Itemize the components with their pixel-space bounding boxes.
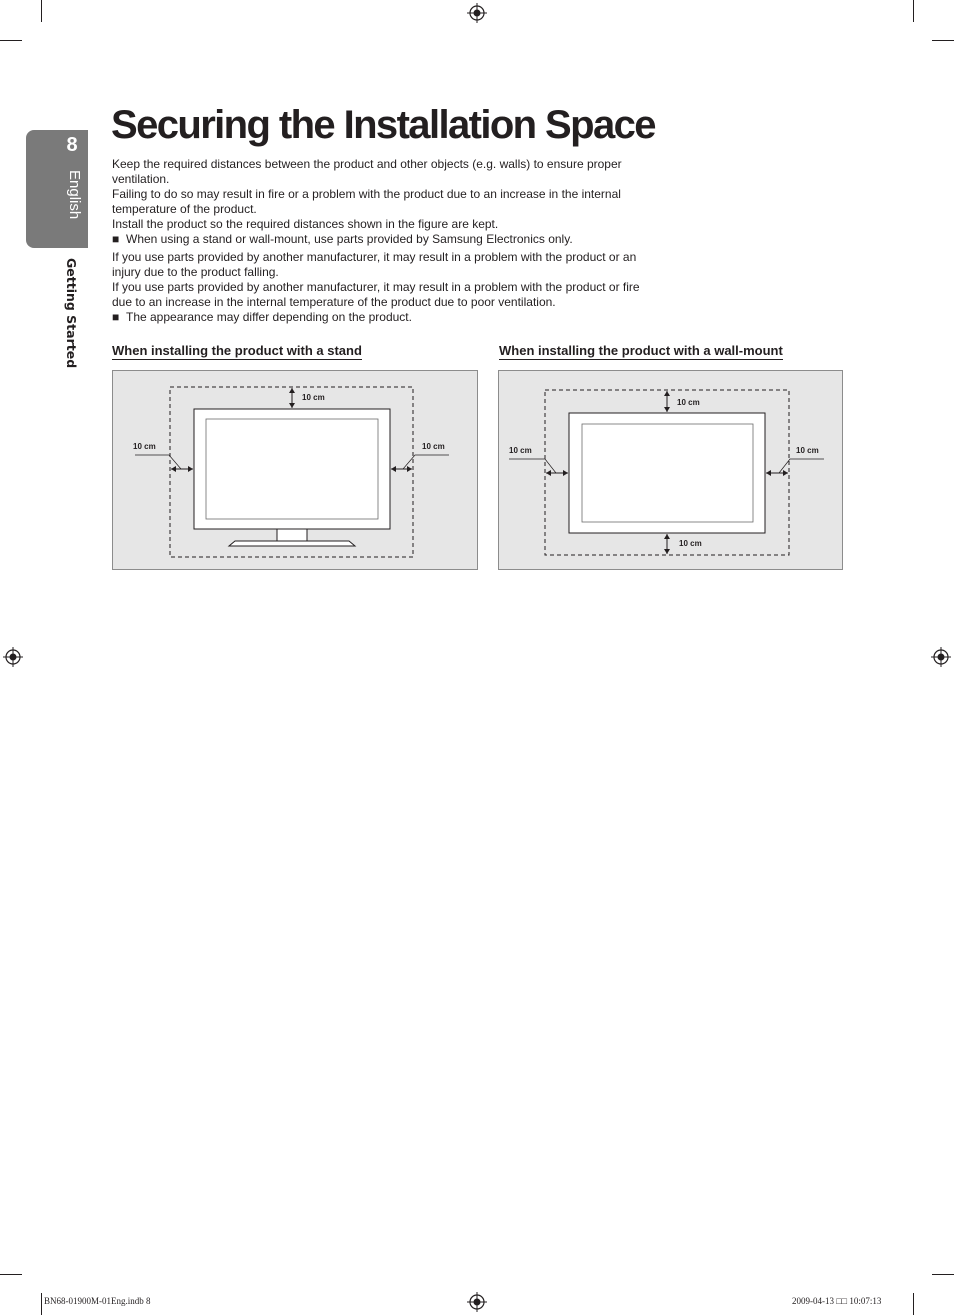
- note: [112, 232, 642, 247]
- footer-date: 2009-04-13 □□ 10:07:13: [792, 1296, 882, 1306]
- language-label: English: [66, 170, 83, 220]
- top-distance-label: 10 cm: [677, 398, 700, 407]
- stand-diagram: [113, 371, 477, 569]
- stand-figure: [112, 370, 478, 570]
- paragraph: Install the product so the required distances shown in the figure are kept.: [112, 217, 499, 231]
- page-title: Securing the Installation Space: [111, 103, 655, 147]
- body-text: [112, 157, 642, 325]
- note-text: The appearance may differ depending on the product.: [126, 310, 412, 324]
- registration-mark-icon: [467, 1292, 487, 1312]
- note-text: When using a stand or wall-mount, use parts provided by Samsung Electronics only.: [126, 232, 573, 246]
- right-distance-label: 10 cm: [796, 446, 819, 455]
- top-distance-label: 10 cm: [302, 393, 325, 402]
- paragraph: If you use parts provided by another manufacturer, it may result in a problem with the product or fire due to an increase in the internal temperature of the product due to poor ventilation.: [112, 280, 640, 309]
- stand-figure-title: When installing the product with a stand: [112, 343, 362, 358]
- wall-diagram: [499, 371, 842, 569]
- crop-mark: [913, 0, 914, 22]
- registration-mark-icon: [3, 647, 23, 667]
- right-distance-label: 10 cm: [422, 442, 445, 451]
- paragraph: If you use parts provided by another manufacturer, it may result in a problem with the product or an injury due to the product falling.: [112, 250, 637, 279]
- section-label: Getting Started: [64, 258, 79, 369]
- crop-mark: [0, 40, 22, 41]
- paragraph: Keep the required distances between the product and other objects (e.g. walls) to ensure proper ventilation.: [112, 157, 622, 186]
- left-distance-label: 10 cm: [509, 446, 532, 455]
- bullet-icon: ■: [112, 232, 120, 246]
- wall-figure: [498, 370, 843, 570]
- crop-mark: [913, 1293, 914, 1315]
- crop-mark: [41, 1293, 42, 1315]
- page-number: 8: [66, 134, 78, 156]
- language-tab: [26, 130, 88, 248]
- bottom-distance-label: 10 cm: [679, 539, 702, 548]
- left-distance-label: 10 cm: [133, 442, 156, 451]
- note: [112, 310, 642, 325]
- footer-file: BN68-01900M-01Eng.indb 8: [44, 1296, 151, 1306]
- crop-mark: [41, 0, 42, 22]
- paragraph: Failing to do so may result in fire or a problem with the product due to an increase in the internal temperature of the product.: [112, 187, 621, 216]
- bullet-icon: ■: [112, 310, 120, 324]
- wall-figure-title: When installing the product with a wall-mount: [499, 343, 783, 358]
- registration-mark-icon: [467, 3, 487, 23]
- crop-mark: [0, 1274, 22, 1275]
- crop-mark: [932, 40, 954, 41]
- registration-mark-icon: [931, 647, 951, 667]
- crop-mark: [932, 1274, 954, 1275]
